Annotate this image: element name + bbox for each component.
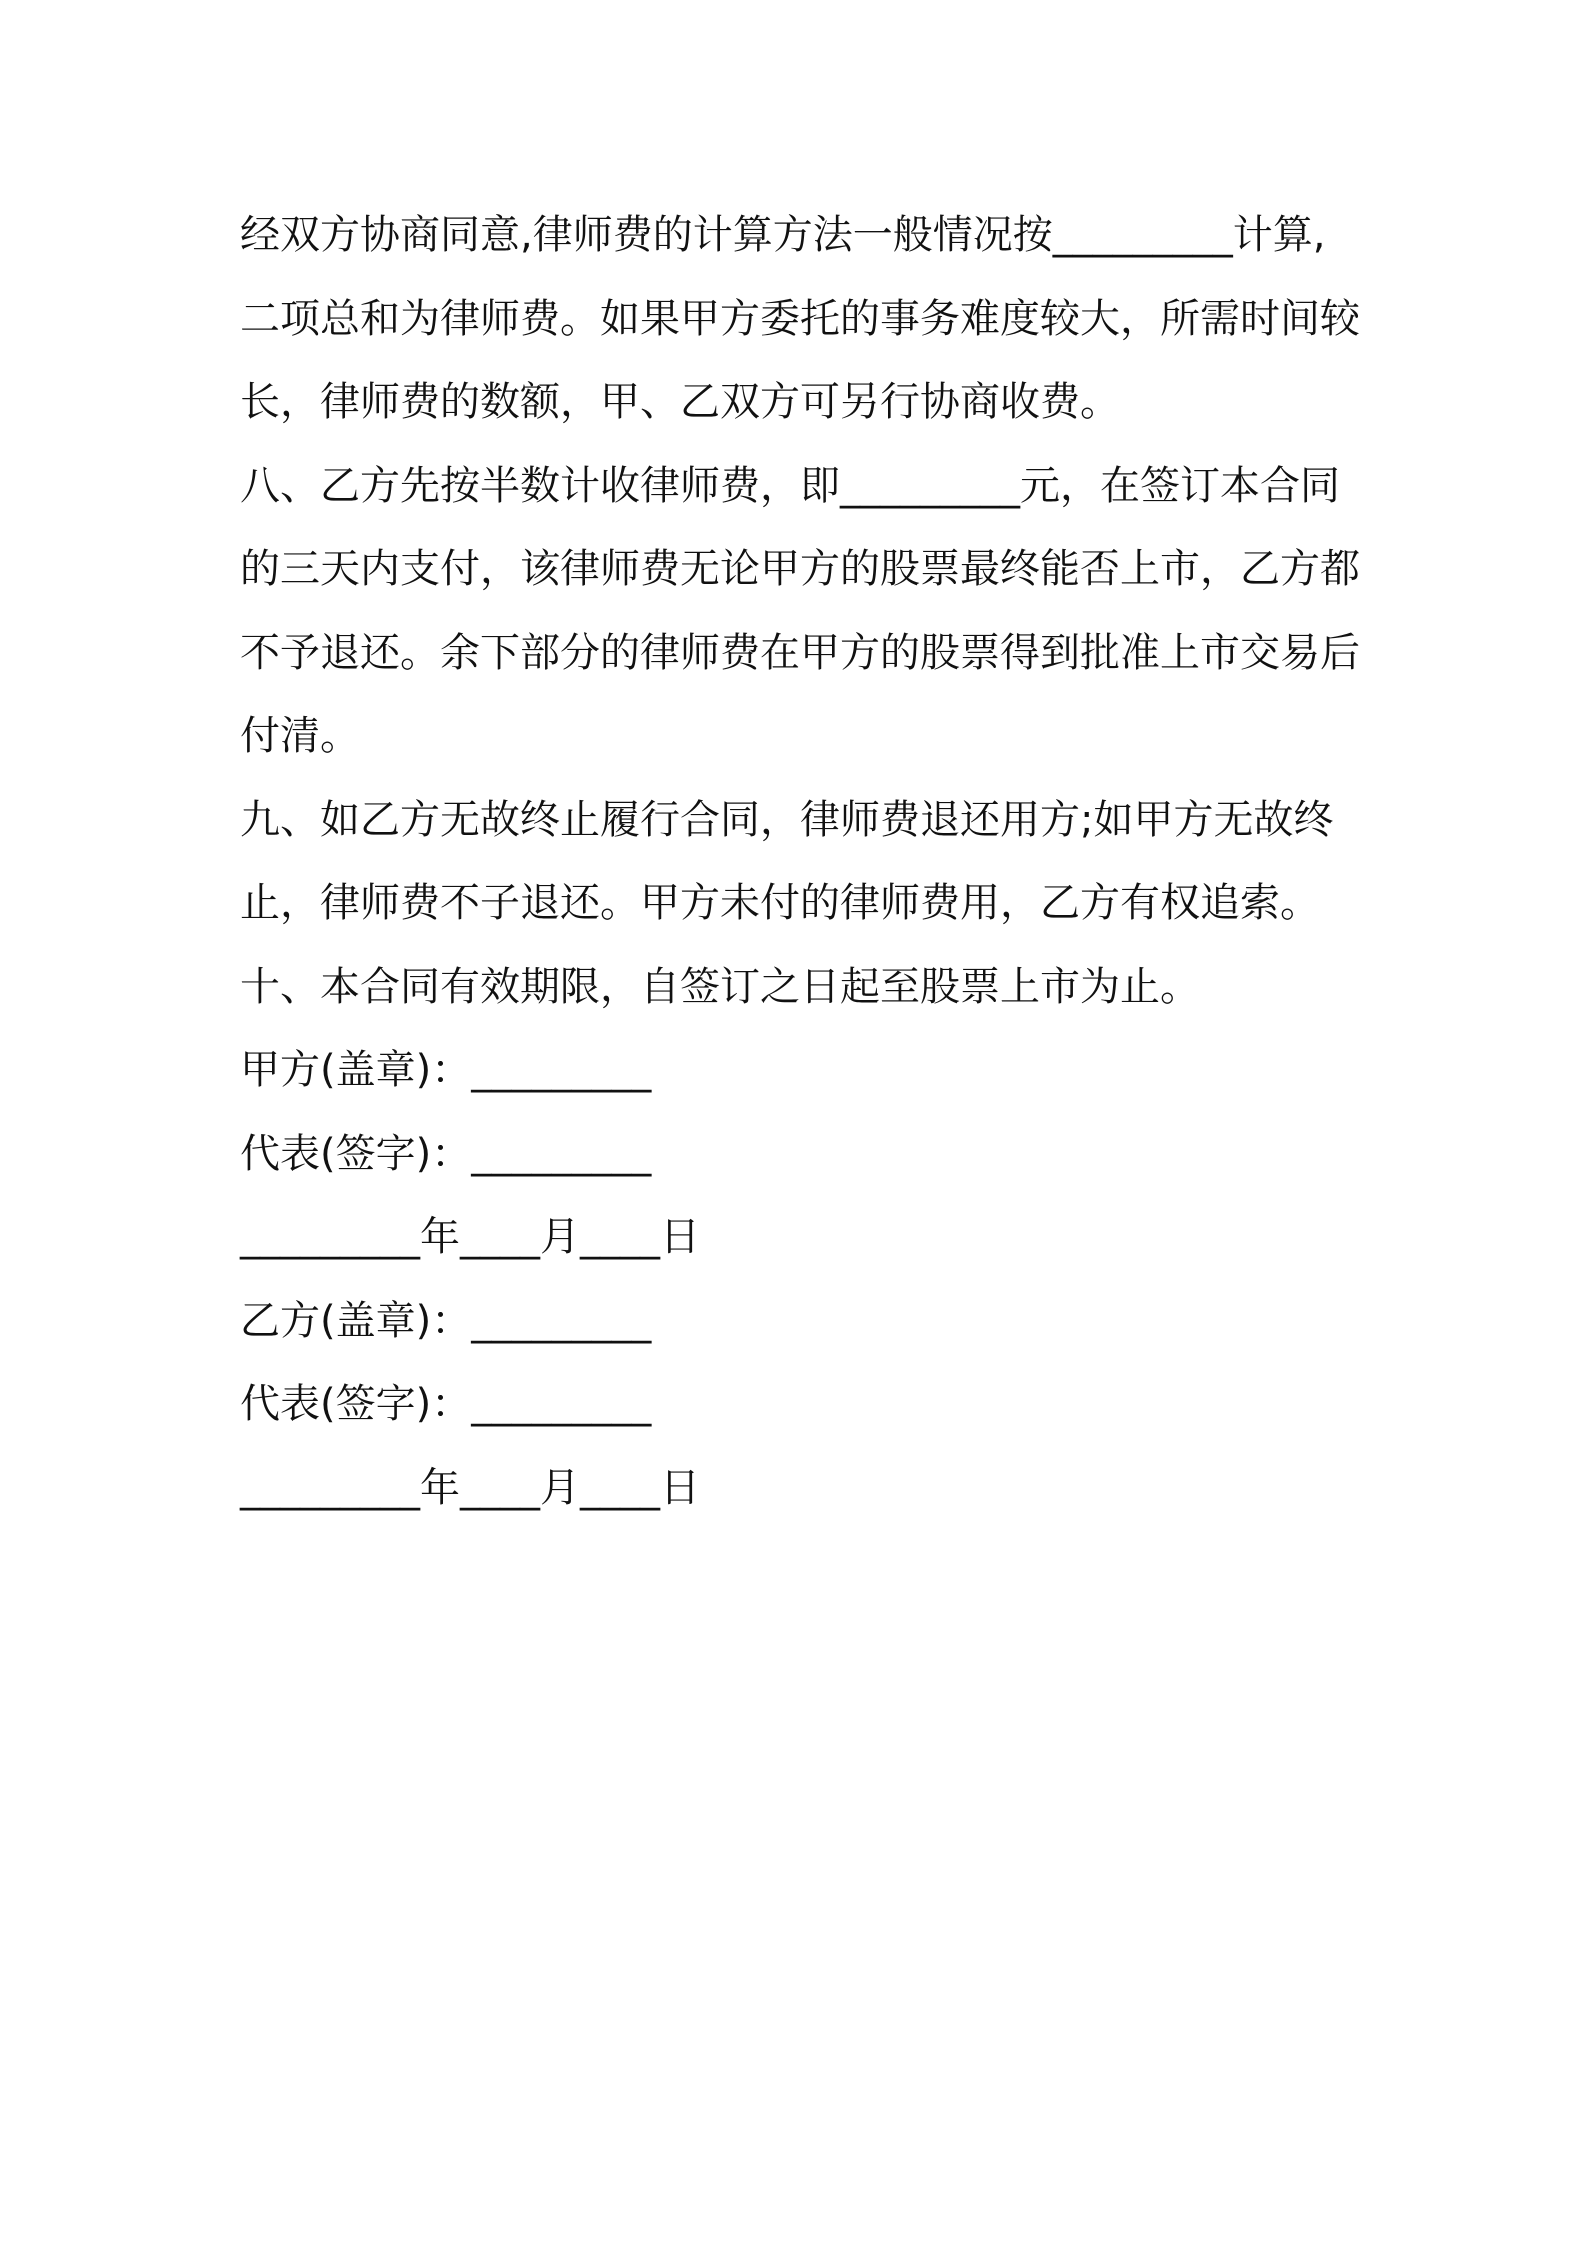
clause-9-line-2: 止，律师费不子退还。甲方未付的律师费用，乙方有权追索。: [240, 880, 1320, 926]
clause-7-line-2: 二项总和为律师费。如果甲方委托的事务难度较大，所需时间较: [240, 295, 1360, 342]
party-b-date-line: _________年____月____日: [240, 1464, 700, 1511]
clause-7-line-1: 经双方协商同意,律师费的计算方法一般情况按_________计算,: [240, 212, 1326, 258]
party-a-date-line: _________年____月____日: [240, 1214, 700, 1260]
clause-8-line-2: 的三天内支付，该律师费无论甲方的股票最终能否上市，乙方都: [240, 546, 1360, 592]
party-b-seal-line: 乙方(盖章)：_________: [240, 1297, 652, 1344]
clause-10-line-1: 十、本合同有效期限，自签订之日起至股票上市为止。: [240, 963, 1200, 1010]
party-b-representative-line: 代表(签字)：_________: [240, 1381, 652, 1427]
party-a-seal-line: 甲方(盖章)：_________: [240, 1047, 652, 1093]
clause-9-line-1: 九、如乙方无故终止履行合同，律师费退还用方;如甲方无故终: [240, 796, 1334, 843]
clause-7-line-3: 长，律师费的数额，甲、乙双方可另行协商收费。: [240, 379, 1120, 425]
clause-8-line-1: 八、乙方先按半数计收律师费，即_________元，在签订本合同: [240, 462, 1340, 509]
contract-text: [240, 194, 1380, 1530]
clause-8-line-4: 付清。: [240, 713, 360, 759]
party-a-representative-line: 代表(签字)：_________: [240, 1130, 652, 1177]
clause-8-line-3: 不予退还。余下部分的律师费在甲方的股票得到批准上市交易后: [240, 629, 1360, 676]
